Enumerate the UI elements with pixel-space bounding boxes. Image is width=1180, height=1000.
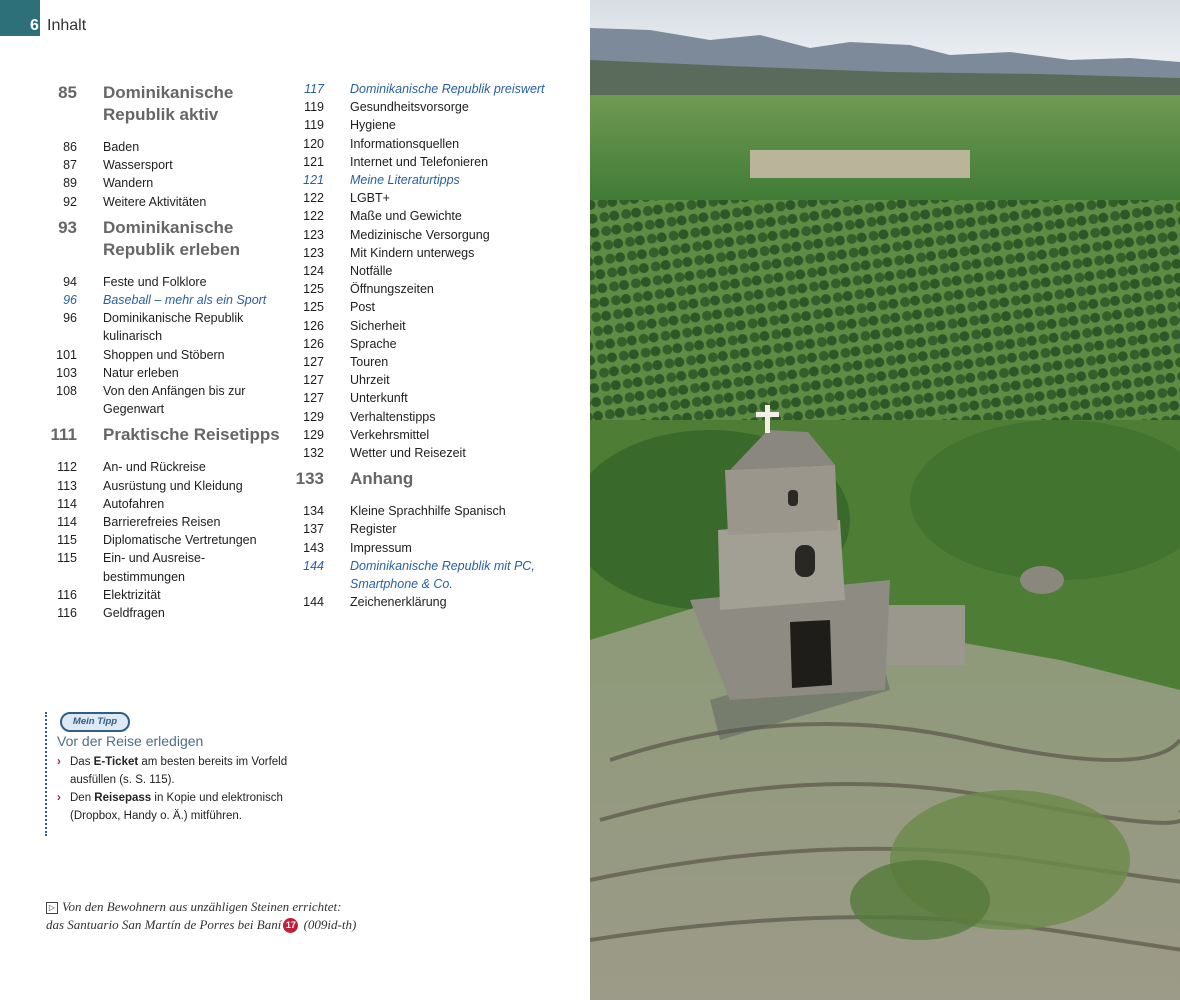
toc-label: Dominikanische Republik erleben: [103, 217, 240, 259]
toc-label: Geldfragen: [103, 606, 165, 621]
toc-page-number: 93: [58, 217, 77, 237]
tip-list: [57, 753, 297, 825]
toc-entry: [287, 135, 547, 153]
toc-label: Wassersport: [103, 158, 173, 173]
toc-page-number: 112: [57, 460, 77, 475]
toc-label: Post: [350, 300, 376, 315]
toc-label: Touren: [350, 355, 389, 370]
toc-label: Dominikanische Republik kulinarisch: [103, 311, 244, 344]
toc-label: Maße und Gewichte: [350, 209, 462, 224]
toc-page-number: 87: [63, 158, 77, 173]
toc-section: [40, 82, 280, 126]
toc-label: Praktische Reisetipps: [103, 425, 280, 445]
toc-label: Dominikanische Republik preiswert: [350, 82, 545, 96]
toc-entry: [287, 426, 547, 444]
toc-entry: [287, 153, 547, 171]
toc-label: Sprache: [350, 336, 397, 351]
toc-page-number: 122: [303, 191, 324, 206]
tip-item: [57, 789, 297, 825]
toc-page-number: 144: [303, 558, 324, 573]
toc-entry: [287, 207, 547, 225]
toc-label: Baseball – mehr als ein Sport: [103, 293, 267, 308]
tip-text: in Kopie und elektronisch (Dropbox, Handy o. Ä.) mitführen.: [70, 792, 283, 822]
toc-entry: [40, 513, 280, 531]
toc-page-number: 127: [303, 373, 324, 388]
toc-entry: [40, 604, 280, 622]
toc-label: Dominikanische Republik mit PC, Smartphone & Co.: [350, 558, 535, 592]
toc-label: An- und Rückreise: [103, 460, 206, 475]
toc-entry: [40, 549, 280, 585]
tip-text: Das: [70, 756, 94, 768]
tip-text: Den: [70, 792, 95, 804]
toc-label: Feste und Folklore: [103, 274, 207, 289]
toc-entry: [287, 226, 547, 244]
toc-page-number: 119: [304, 118, 324, 133]
toc-page-number: 127: [303, 355, 324, 370]
toc-page-number: 121: [303, 173, 324, 188]
toc-page-number: 94: [63, 274, 77, 289]
toc-entry: [40, 309, 280, 345]
toc-page-number: 116: [57, 606, 77, 621]
toc-entry: [287, 244, 547, 262]
toc-entry: [287, 539, 547, 557]
caption-line-2: das Santuario San Martín de Porres bei Baní: [46, 917, 282, 932]
toc-entry: [40, 495, 280, 513]
toc-label: Kleine Sprachhilfe Spanisch: [350, 504, 506, 519]
toc-entry: [287, 171, 547, 189]
toc-label: Unterkunft: [350, 391, 408, 406]
toc-page-number: 113: [57, 478, 77, 493]
toc-entry: [287, 408, 547, 426]
toc-entry: [40, 138, 280, 156]
tip-box: [45, 712, 297, 836]
toc-label: Register: [350, 522, 397, 537]
toc-label: Autofahren: [103, 496, 165, 511]
tip-title: Vor der Reise erledigen: [57, 733, 204, 749]
toc-page-number: 89: [63, 176, 77, 191]
toc-section: [287, 468, 547, 490]
toc-page-number: 124: [303, 264, 324, 279]
toc-label: Gesundheitsvorsorge: [350, 100, 469, 115]
toc-entry: [40, 458, 280, 476]
toc-entry: [40, 364, 280, 382]
chevron-right-icon: ›: [57, 792, 61, 804]
mein-tipp-badge: Mein Tipp: [60, 712, 130, 732]
toc-page-number: 134: [303, 504, 324, 519]
toc-label: Wandern: [103, 176, 154, 191]
toc-entry: [287, 335, 547, 353]
toc-page-number: 123: [303, 227, 324, 242]
toc-entry: [287, 593, 547, 611]
toc-page-number: 144: [303, 595, 324, 610]
toc-page-number: 132: [303, 446, 324, 461]
toc-label: LGBT+: [350, 191, 390, 206]
tip-item: [57, 753, 297, 789]
chevron-right-icon: ›: [57, 756, 61, 768]
toc-page-number: 129: [303, 409, 324, 424]
photo-pointer-icon: ▷: [46, 902, 58, 914]
toc-page-number: 120: [303, 136, 324, 151]
toc-page-number: 126: [303, 336, 324, 351]
toc-entry: [287, 116, 547, 134]
toc-page-number: 123: [303, 245, 324, 260]
toc-section: [40, 217, 280, 261]
toc-entry: [287, 98, 547, 116]
toc-page-number: 86: [63, 140, 77, 154]
toc-page-number: 137: [303, 522, 324, 537]
toc-page-number: 115: [57, 533, 77, 548]
toc-page-number: 96: [63, 293, 77, 308]
toc-page-number: 121: [303, 154, 324, 169]
toc-entry: [287, 280, 547, 298]
toc-page-number: 125: [303, 282, 324, 297]
toc-label: Wetter und Reisezeit: [350, 446, 466, 461]
toc-label: Sicherheit: [350, 318, 406, 333]
toc-label: Uhrzeit: [350, 373, 390, 388]
toc-label: Weitere Aktivitäten: [103, 194, 207, 209]
toc-label: Shoppen und Stöbern: [103, 347, 225, 362]
toc-page-number: 111: [50, 425, 77, 445]
toc-entry: [287, 557, 547, 593]
toc-entry: [40, 291, 280, 309]
toc-label: Meine Literaturtipps: [350, 173, 460, 188]
church-aerial-photo: [590, 0, 1180, 1000]
toc-label: Verkehrsmittel: [350, 427, 430, 442]
toc-label: Anhang: [350, 469, 414, 489]
toc-entry: [287, 298, 547, 316]
toc-label: Öffnungszeiten: [350, 282, 434, 297]
toc-label: Internet und Telefonieren: [350, 154, 489, 169]
toc-section: [40, 424, 280, 446]
map-marker-badge: 17: [283, 918, 298, 933]
toc-label: Ausrüstung und Kleidung: [103, 478, 243, 493]
toc-column-1: [40, 80, 280, 622]
toc-label: Medizinische Versorgung: [350, 227, 490, 242]
toc-label: Mit Kindern unterwegs: [350, 245, 475, 260]
toc-label: Ein- und Ausreise-bestimmungen: [103, 551, 206, 584]
toc-page-number: 129: [303, 427, 324, 442]
toc-label: Hygiene: [350, 118, 396, 133]
toc-entry: [40, 174, 280, 192]
toc-page-number: 108: [56, 384, 77, 399]
toc-label: Natur erleben: [103, 365, 179, 380]
toc-page-number: 133: [295, 469, 324, 489]
toc-page-number: 122: [303, 209, 324, 224]
toc-entry: [287, 353, 547, 371]
toc-entry: [287, 520, 547, 538]
toc-entry: [40, 156, 280, 174]
toc-page-number: 114: [57, 496, 77, 511]
toc-entry: [287, 262, 547, 280]
toc-page-number: 126: [303, 318, 324, 333]
toc-page-number: 85: [58, 83, 77, 102]
photo-caption: [46, 898, 566, 934]
toc-entry: [287, 502, 547, 520]
page-number: 6: [30, 17, 39, 34]
toc-label: Diplomatische Vertretungen: [103, 533, 257, 548]
toc-label: Zeichenerklärung: [350, 595, 447, 610]
toc-label: Informationsquellen: [350, 136, 460, 151]
toc-page-number: 115: [57, 551, 77, 566]
toc-label: Von den Anfängen bis zur Gegenwart: [103, 384, 246, 417]
toc-page-number: 127: [303, 391, 324, 406]
toc-entry: [40, 193, 280, 211]
tip-bold: E-Ticket: [93, 756, 139, 768]
toc-label: Barrierefreies Reisen: [103, 515, 221, 530]
toc-entry: [40, 531, 280, 549]
toc-page-number: 101: [56, 347, 77, 362]
toc-page-number: 116: [57, 587, 77, 602]
toc-entry: [287, 189, 547, 207]
toc-page-number: 119: [304, 100, 324, 115]
toc-entry: [287, 444, 547, 462]
tip-bold: Reisepass: [94, 792, 152, 804]
toc-entry: [287, 389, 547, 407]
toc-page-number: 114: [57, 515, 77, 530]
toc-column-2: [287, 80, 547, 611]
caption-code: (009id-th): [303, 917, 357, 932]
toc-label: Verhaltenstipps: [350, 409, 436, 424]
tip-text: am besten bereits im Vorfeld ausfüllen (s. S. 115).: [70, 756, 288, 786]
toc-entry: [287, 80, 547, 98]
toc-page-number: 143: [303, 540, 324, 555]
toc-entry: [40, 586, 280, 604]
toc-label: Impressum: [350, 540, 412, 555]
toc-entry: [40, 273, 280, 291]
toc-entry: [40, 382, 280, 418]
toc-entry: [40, 346, 280, 364]
toc-entry: [287, 371, 547, 389]
toc-page-number: 103: [56, 365, 77, 380]
toc-label: Notfälle: [350, 264, 393, 279]
toc-label: Dominikanische Republik aktiv: [103, 83, 234, 124]
toc-page-number: 117: [304, 82, 324, 96]
toc-page-number: 92: [63, 194, 77, 209]
toc-page-number: 125: [303, 300, 324, 315]
toc-entry: [40, 477, 280, 495]
toc-label: Baden: [103, 140, 140, 154]
caption-line-1: Von den Bewohnern aus unzähligen Steinen errichtet:: [62, 899, 342, 914]
page-title: Inhalt: [47, 17, 87, 34]
toc-entry: [287, 317, 547, 335]
toc-label: Elektrizität: [103, 587, 161, 602]
toc-page-number: 96: [63, 311, 77, 326]
